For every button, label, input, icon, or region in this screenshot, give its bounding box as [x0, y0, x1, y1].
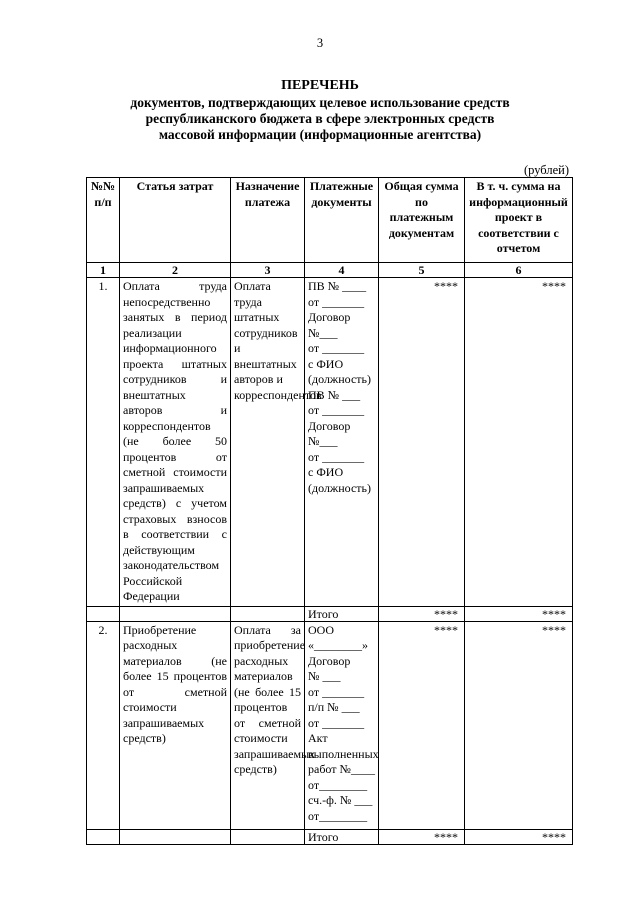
document-line: «________» [308, 638, 368, 652]
empty-cell [231, 606, 305, 621]
header-project-sum: В т. ч. сумма на информационный проект в соответствии с отчетом [465, 178, 573, 263]
subtotal-row [87, 606, 573, 621]
document-line: Акт выполненных работ №____ [308, 731, 379, 776]
header-total-sum: Общая сумма по платежным документам [379, 178, 465, 263]
document-line: Договор [308, 310, 351, 324]
documents-table [86, 177, 573, 845]
column-number: 4 [305, 263, 379, 278]
document-line: с ФИО [308, 356, 344, 371]
document-line: № ___ [308, 669, 341, 683]
subtotal-label: Итого [305, 606, 379, 621]
document-heading [60, 78, 580, 143]
document-line: от _______ [308, 403, 365, 417]
document-subtitle-line-3: массовой информации (информационные агентства) [158, 127, 482, 142]
document-line: Договор [308, 653, 351, 668]
table-header-row [87, 178, 573, 263]
row-purpose: Оплата за приобретение расходных материалов (не более 15 процентов от сметной стоимости запрашиваемых средств) [231, 621, 305, 829]
document-line: от _______ [308, 294, 365, 309]
table-row [87, 621, 573, 829]
empty-cell [120, 606, 231, 621]
subtotal-project-sum: **** [465, 606, 573, 621]
column-number-row [87, 263, 573, 278]
document-line: сч.-ф. № ___ [308, 793, 373, 807]
document-line: п/п № ___ [308, 700, 360, 714]
empty-cell [87, 829, 120, 844]
subtotal-row [87, 829, 573, 844]
empty-cell [120, 829, 231, 844]
document-line: от _______ [308, 715, 365, 730]
document-line: от _______ [308, 684, 365, 699]
document-line: от _______ [308, 449, 365, 464]
document-line: №___ [308, 434, 338, 448]
header-number: №№ п/п [87, 178, 120, 263]
subtotal-total-sum: **** [379, 829, 465, 844]
document-line: от________ [308, 808, 368, 823]
page-number: 3 [316, 36, 324, 50]
row-number: 2. [87, 621, 120, 829]
row-expense: Приобретение расходных материалов (не более 15 процентов от сметной стоимости запрашиваемых средств) [120, 621, 231, 829]
row-total-sum: **** [379, 278, 465, 607]
row-expense: Оплата труда непосредственно занятых в период реализации информационного проекта штатных сотрудников и внештатных авторов и корреспондентов (не более 50 процентов от сметной стоимости запрашиваемых средств) с учетом страховых взносов в соответствии с действующим законодательством Российской Федерации [120, 278, 231, 607]
empty-cell [231, 829, 305, 844]
table-row [87, 278, 573, 607]
document-subtitle-line-2: республиканского бюджета в сфере электронных средств [145, 111, 495, 126]
document-line: №___ [308, 325, 338, 340]
document-line: с ФИО [308, 465, 344, 479]
column-number: 6 [465, 263, 573, 278]
column-number: 2 [120, 263, 231, 278]
document-line: ПВ № ____ [308, 279, 367, 293]
document-line: ПВ № ___ [308, 387, 361, 402]
subtotal-project-sum: **** [465, 829, 573, 844]
subtotal-label: Итого [305, 829, 379, 844]
empty-cell [87, 606, 120, 621]
currency-unit: (рублей) [523, 163, 569, 177]
row-number: 1. [87, 278, 120, 607]
document-line: ООО [308, 622, 334, 637]
document-subtitle-line-1: документов, подтверждающих целевое использование средств [130, 95, 510, 110]
document-line: Договор [308, 418, 351, 433]
document-title: ПЕРЕЧЕНЬ [281, 78, 359, 93]
document-line: (должность) [308, 372, 371, 386]
header-expense: Статья затрат [120, 178, 231, 263]
row-purpose: Оплата труда штатных сотрудников и внештатных авторов и корреспондентов [231, 278, 305, 607]
row-project-sum: **** [465, 621, 573, 829]
column-number: 3 [231, 263, 305, 278]
subtotal-total-sum: **** [379, 606, 465, 621]
row-documents [305, 278, 379, 607]
column-number: 5 [379, 263, 465, 278]
row-documents [305, 621, 379, 829]
document-line: от________ [308, 777, 368, 792]
row-total-sum: **** [379, 621, 465, 829]
column-number: 1 [87, 263, 120, 278]
document-line: (должность) [308, 480, 371, 495]
document-line: от _______ [308, 341, 365, 355]
header-purpose: Назначение платежа [231, 178, 305, 263]
header-documents: Платежные документы [305, 178, 379, 263]
row-project-sum: **** [465, 278, 573, 607]
